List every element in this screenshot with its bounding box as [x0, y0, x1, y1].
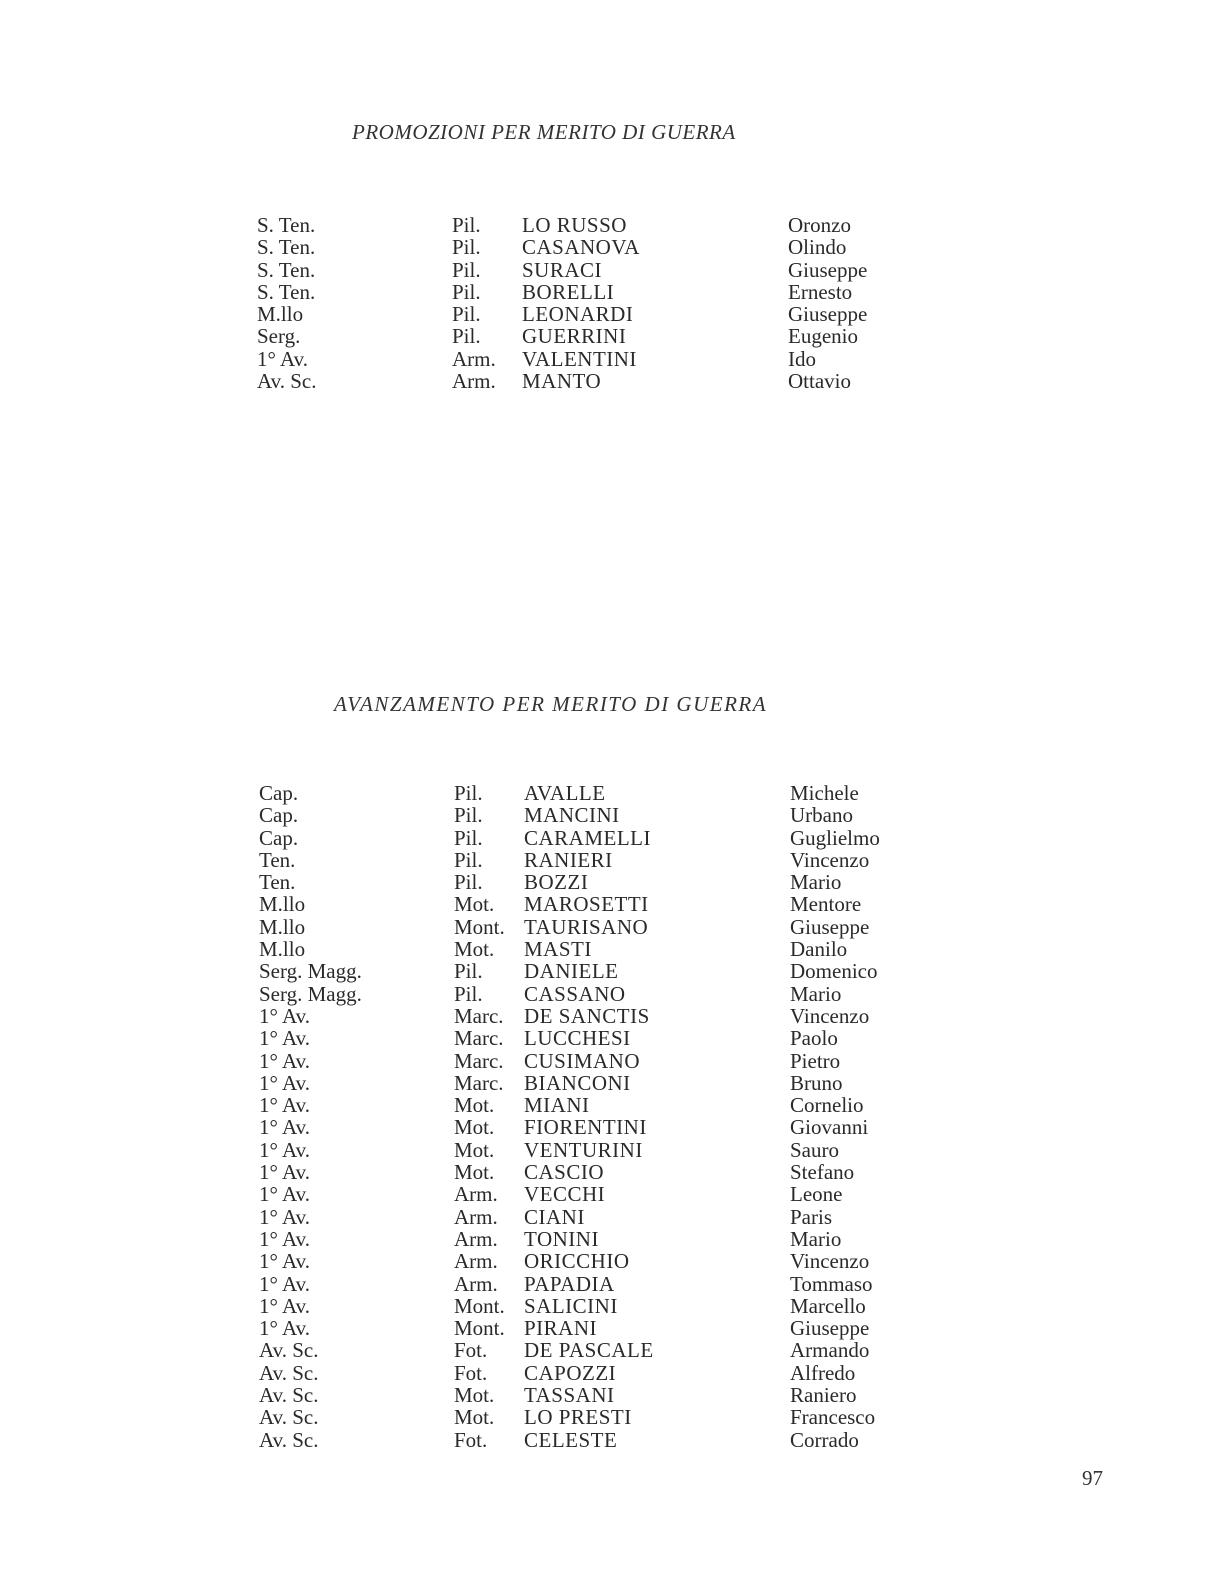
- rank-cell: 1° Av.: [259, 1249, 310, 1274]
- first-name-cell: Vincenzo: [790, 1249, 870, 1274]
- rank-cell: 1° Av.: [259, 1093, 310, 1118]
- first-name-cell: Vincenzo: [790, 1003, 870, 1028]
- rank-cell: 1° Av.: [257, 346, 308, 371]
- surname-cell: TONINI: [524, 1226, 599, 1251]
- specialty-cell: Arm.: [454, 1204, 498, 1229]
- surname-cell: RANIERI: [524, 847, 613, 872]
- specialty-cell: Pil.: [452, 257, 481, 282]
- specialty-cell: Arm.: [454, 1249, 498, 1274]
- rank-cell: 1° Av.: [259, 1048, 310, 1073]
- specialty-cell: Mot.: [454, 937, 495, 962]
- specialty-cell: Arm.: [452, 369, 496, 394]
- specialty-cell: Pil.: [454, 959, 483, 984]
- surname-cell: MIANI: [524, 1093, 590, 1118]
- first-name-cell: Tommaso: [790, 1271, 873, 1296]
- first-name-cell: Paris: [790, 1204, 832, 1229]
- specialty-cell: Arm.: [454, 1182, 498, 1207]
- specialty-cell: Fot.: [454, 1338, 488, 1363]
- rank-cell: Serg.: [257, 324, 301, 349]
- first-name-cell: Giuseppe: [788, 302, 868, 327]
- first-name-cell: Vincenzo: [790, 847, 870, 872]
- rank-cell: 1° Av.: [259, 1271, 310, 1296]
- surname-cell: CELESTE: [524, 1427, 618, 1452]
- specialty-cell: Mot.: [454, 1405, 495, 1430]
- surname-cell: DANIELE: [524, 959, 619, 984]
- specialty-cell: Pil.: [454, 781, 483, 805]
- first-name-cell: Guglielmo: [790, 825, 880, 850]
- surname-cell: LO PRESTI: [524, 1405, 632, 1430]
- specialty-cell: Mont.: [454, 1293, 505, 1318]
- first-name-cell: Oronzo: [788, 213, 851, 237]
- specialty-cell: Mot.: [454, 1137, 495, 1162]
- first-name-cell: Ottavio: [788, 369, 851, 394]
- specialty-cell: Pil.: [454, 825, 483, 850]
- first-name-cell: Olindo: [788, 235, 847, 260]
- surname-cell: ORICCHIO: [524, 1249, 630, 1274]
- rank-cell: 1° Av.: [259, 1316, 310, 1341]
- surname-cell: PAPADIA: [524, 1271, 615, 1296]
- first-name-cell: Danilo: [790, 937, 848, 962]
- rank-cell: Cap.: [259, 781, 299, 805]
- surname-cell: CASANOVA: [522, 235, 640, 260]
- rank-cell: Av. Sc.: [259, 1338, 319, 1363]
- surname-cell: SURACI: [522, 257, 603, 282]
- surname-cell: MANTO: [522, 369, 602, 394]
- specialty-cell: Mot.: [454, 892, 495, 917]
- first-name-cell: Marcello: [790, 1293, 866, 1318]
- surname-cell: MAROSETTI: [524, 892, 649, 917]
- specialty-cell: Pil.: [454, 981, 483, 1006]
- first-name-cell: Leone: [790, 1182, 843, 1207]
- first-name-cell: Giuseppe: [788, 257, 868, 282]
- rank-cell: Serg. Magg.: [259, 959, 362, 984]
- first-name-cell: Giuseppe: [790, 1316, 870, 1341]
- rank-cell: 1° Av.: [259, 1204, 310, 1229]
- specialty-cell: Arm.: [454, 1226, 498, 1251]
- surname-cell: CIANI: [524, 1204, 585, 1229]
- specialty-cell: Mot.: [454, 1160, 495, 1185]
- surname-cell: PIRANI: [524, 1316, 598, 1341]
- first-name-cell: Ido: [788, 346, 816, 371]
- first-name-cell: Alfredo: [790, 1360, 856, 1385]
- rank-cell: 1° Av.: [259, 1226, 310, 1251]
- specialty-cell: Fot.: [454, 1427, 488, 1452]
- specialty-cell: Arm.: [452, 346, 496, 371]
- specialty-cell: Marc.: [454, 1026, 504, 1051]
- rank-cell: M.llo: [259, 914, 306, 939]
- specialty-cell: Marc.: [454, 1070, 504, 1095]
- rank-cell: S. Ten.: [257, 279, 316, 304]
- first-name-cell: Mario: [790, 981, 842, 1006]
- rank-cell: 1° Av.: [259, 1137, 310, 1162]
- first-name-cell: Giuseppe: [790, 914, 870, 939]
- rank-cell: Av. Sc.: [259, 1383, 319, 1408]
- specialty-cell: Marc.: [454, 1003, 504, 1028]
- specialty-cell: Pil.: [452, 324, 481, 349]
- rank-cell: S. Ten.: [257, 235, 316, 260]
- rank-cell: M.llo: [259, 937, 306, 962]
- specialty-cell: Pil.: [454, 847, 483, 872]
- rank-cell: 1° Av.: [259, 1070, 310, 1095]
- first-name-cell: Mentore: [790, 892, 862, 917]
- first-name-cell: Bruno: [790, 1070, 843, 1095]
- first-name-cell: Armando: [790, 1338, 870, 1363]
- rank-cell: Av. Sc.: [259, 1360, 319, 1385]
- surname-cell: VECCHI: [524, 1182, 606, 1207]
- specialty-cell: Arm.: [454, 1271, 498, 1296]
- specialty-cell: Mot.: [454, 1115, 495, 1140]
- surname-cell: CAPOZZI: [524, 1360, 617, 1385]
- rank-cell: S. Ten.: [257, 257, 316, 282]
- surname-cell: CASSANO: [524, 981, 626, 1006]
- rank-cell: Cap.: [259, 825, 299, 850]
- rank-cell: Cap.: [259, 803, 299, 828]
- specialty-cell: Pil.: [452, 235, 481, 260]
- rank-cell: Ten.: [259, 870, 296, 895]
- specialty-cell: Mont.: [454, 1316, 505, 1341]
- specialty-cell: Pil.: [454, 803, 483, 828]
- surname-cell: MANCINI: [524, 803, 620, 828]
- surname-cell: DE PASCALE: [524, 1338, 654, 1363]
- surname-cell: BORELLI: [522, 279, 615, 304]
- rank-cell: 1° Av.: [259, 1003, 310, 1028]
- rank-cell: M.llo: [259, 892, 306, 917]
- first-name-cell: Mario: [790, 870, 842, 895]
- surname-cell: TAURISANO: [524, 914, 649, 939]
- first-name-cell: Francesco: [790, 1405, 876, 1430]
- first-name-cell: Giovanni: [790, 1115, 869, 1140]
- specialty-cell: Mot.: [454, 1093, 495, 1118]
- surname-cell: FIORENTINI: [524, 1115, 647, 1140]
- surname-cell: CASCIO: [524, 1160, 605, 1185]
- surname-cell: CUSIMANO: [524, 1048, 641, 1073]
- rank-cell: M.llo: [257, 302, 304, 327]
- rank-cell: Av. Sc.: [259, 1427, 319, 1452]
- first-name-cell: Pietro: [790, 1048, 841, 1073]
- first-name-cell: Sauro: [790, 1137, 839, 1162]
- specialty-cell: Mot.: [454, 1383, 495, 1408]
- specialty-cell: Pil.: [454, 870, 483, 895]
- first-name-cell: Cornelio: [790, 1093, 864, 1118]
- surname-cell: BIANCONI: [524, 1070, 631, 1095]
- specialty-cell: Marc.: [454, 1048, 504, 1073]
- first-name-cell: Stefano: [790, 1160, 855, 1185]
- surname-cell: DE SANCTIS: [524, 1003, 650, 1028]
- rank-cell: Serg. Magg.: [259, 981, 362, 1006]
- surname-cell: BOZZI: [524, 870, 589, 895]
- surname-cell: TASSANI: [524, 1383, 615, 1408]
- section-title-promozioni: PROMOZIONI PER MERITO DI GUERRA: [352, 120, 736, 144]
- surname-cell: LEONARDI: [522, 302, 634, 327]
- rank-cell: 1° Av.: [259, 1293, 310, 1318]
- rank-cell: S. Ten.: [257, 213, 316, 237]
- first-name-cell: Corrado: [790, 1427, 859, 1452]
- specialty-cell: Pil.: [452, 302, 481, 327]
- surname-cell: SALICINI: [524, 1293, 618, 1318]
- first-name-cell: Mario: [790, 1226, 842, 1251]
- rank-cell: Av. Sc.: [259, 1405, 319, 1430]
- page-number: 97: [1082, 1466, 1103, 1490]
- specialty-cell: Fot.: [454, 1360, 488, 1385]
- first-name-cell: Paolo: [790, 1026, 838, 1051]
- first-name-cell: Eugenio: [788, 324, 858, 349]
- specialty-cell: Mont.: [454, 914, 505, 939]
- first-name-cell: Michele: [790, 781, 859, 805]
- first-name-cell: Domenico: [790, 959, 878, 984]
- surname-cell: GUERRINI: [522, 324, 627, 349]
- surname-cell: CARAMELLI: [524, 825, 651, 850]
- section-title-avanzamento: AVANZAMENTO PER MERITO DI GUERRA: [334, 692, 768, 716]
- specialty-cell: Pil.: [452, 279, 481, 304]
- rank-cell: 1° Av.: [259, 1182, 310, 1207]
- first-name-cell: Urbano: [790, 803, 853, 828]
- rank-cell: Av. Sc.: [257, 369, 317, 394]
- first-name-cell: Ernesto: [788, 279, 853, 304]
- surname-cell: VENTURINI: [524, 1137, 643, 1162]
- specialty-cell: Pil.: [452, 213, 481, 237]
- surname-cell: AVALLE: [524, 781, 606, 805]
- surname-cell: MASTI: [524, 937, 592, 962]
- first-name-cell: Raniero: [790, 1383, 857, 1408]
- rank-cell: 1° Av.: [259, 1115, 310, 1140]
- rank-cell: 1° Av.: [259, 1160, 310, 1185]
- surname-cell: VALENTINI: [522, 346, 637, 371]
- rank-cell: 1° Av.: [259, 1026, 310, 1051]
- rank-cell: Ten.: [259, 847, 296, 872]
- surname-cell: LO RUSSO: [522, 213, 627, 237]
- surname-cell: LUCCHESI: [524, 1026, 631, 1051]
